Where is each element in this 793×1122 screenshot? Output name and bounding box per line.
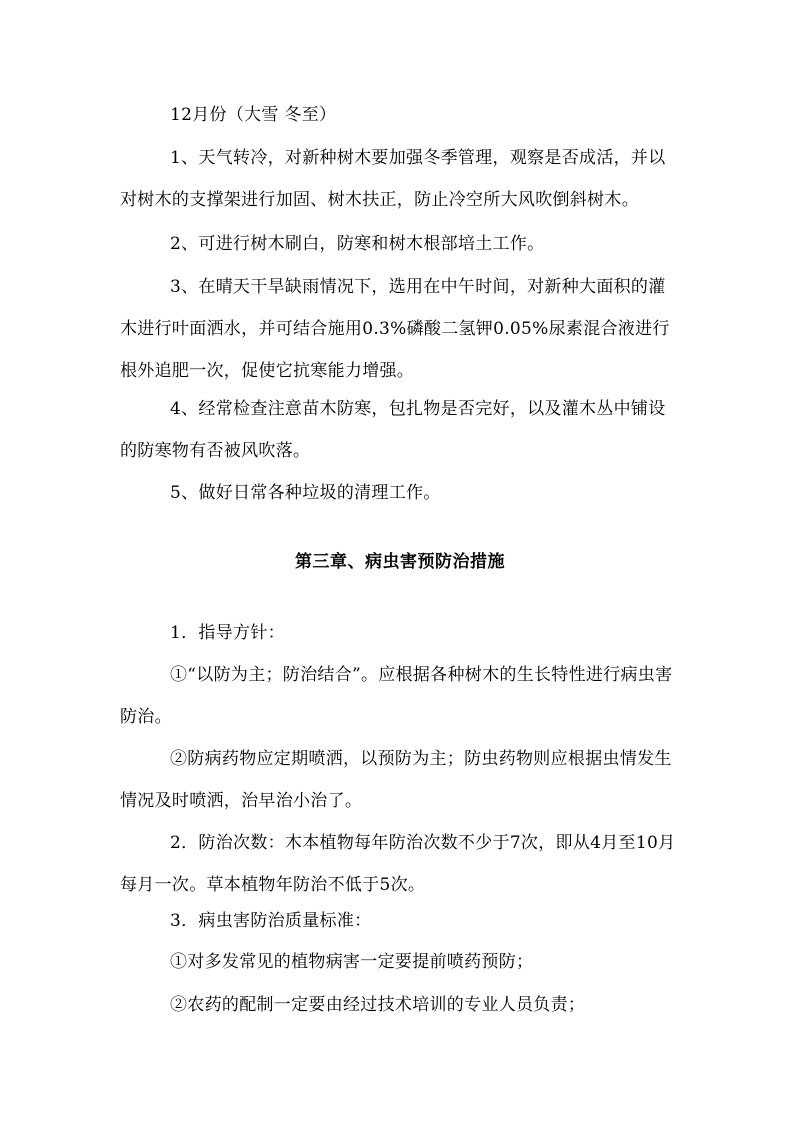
month-section-title: 12月份（大雪 冬至） bbox=[170, 105, 337, 125]
month-item-3: 3、在晴天干旱缺雨情况下，选用在中午时间，对新种大面积的灌木进行叶面洒水，并可结合施用0.3%磷酸二氢钾0.05%尿素混合液进行根外追肥一次，促使它抗寒能力增强。 bbox=[120, 277, 670, 381]
chapter-heading: 第三章、病虫害预防治措施 bbox=[295, 552, 505, 572]
chapter-paragraph-2: ①“以防为主；防治结合”。应根据各种树木的生长特性进行病虫害防治。 bbox=[120, 665, 673, 727]
chapter-paragraph-1: 1．指导方针： bbox=[170, 623, 285, 643]
chapter-paragraph-4: 2．防治次数：木本植物每年防治次数不少于7次，即从4月至10月每月一次。草本植物年防治不低于5次。 bbox=[120, 833, 676, 895]
month-item-5: 5、做好日常各种垃圾的清理工作。 bbox=[170, 483, 441, 503]
month-item-4: 4、经常检查注意苗木防寒，包扎物是否完好，以及灌木丛中铺设的防寒物有否被风吹落。 bbox=[120, 399, 666, 461]
chapter-paragraph-7: ②农药的配制一定要由经过技术培训的专业人员负责； bbox=[170, 995, 586, 1015]
chapter-paragraph-3: ②防病药物应定期喷洒，以预防为主；防虫药物则应根据虫情发生情况及时喷洒，治早治小治了。 bbox=[120, 749, 672, 811]
month-item-2: 2、可进行树木刷白，防寒和树木根部培土工作。 bbox=[170, 234, 545, 254]
chapter-paragraph-6: ①对多发常见的植物病害一定要提前喷药预防； bbox=[170, 952, 534, 972]
month-item-1: 1、天气转冷，对新种树木要加强冬季管理，观察是否成活，并以对树木的支撑架进行加固、树木扶正，防止冷空所大风吹倒斜树木。 bbox=[120, 148, 666, 210]
chapter-paragraph-5: 3．病虫害防治质量标准： bbox=[170, 911, 372, 931]
